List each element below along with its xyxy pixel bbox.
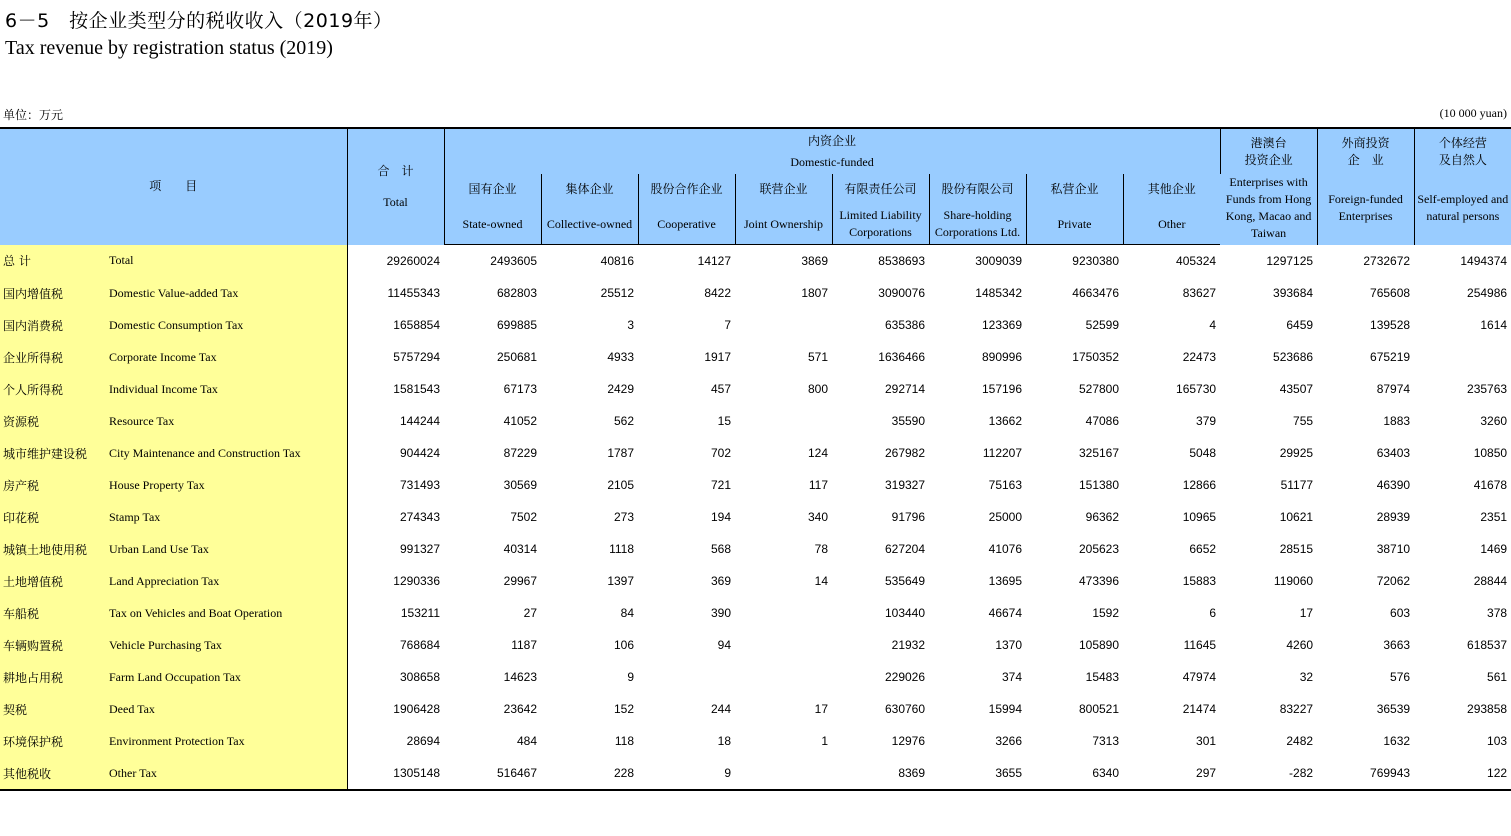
table-cell: 1917	[704, 350, 732, 364]
table-cell: 27	[523, 606, 538, 620]
table-cell: 235763	[1467, 382, 1508, 396]
table-cell: 393684	[1273, 286, 1314, 300]
table-cell: 28844	[1473, 574, 1508, 588]
table-cell: 30569	[503, 478, 538, 492]
table-cell: 627204	[884, 542, 926, 556]
row-label-cn: 车辆购置税	[0, 629, 105, 661]
table-cell: 484	[516, 734, 538, 748]
table-cell: 41678	[1473, 478, 1508, 492]
table-cell	[735, 309, 832, 341]
table-cell: 1397	[607, 574, 635, 588]
row-label-cn: 国内增值税	[0, 277, 105, 309]
table-cell: 14127	[697, 254, 732, 268]
table-cell: 1750352	[1072, 350, 1120, 364]
table-row	[0, 597, 1511, 629]
table-cell: 8369	[832, 757, 929, 790]
row-label-cn: 耕地占用税	[0, 661, 105, 693]
table-cell: 72062	[1376, 574, 1411, 588]
table-cell: 379	[1196, 414, 1217, 428]
table-cell: 3	[627, 318, 635, 332]
header-private-cn: 私营企业	[1026, 174, 1123, 204]
table-cell: 118	[614, 734, 635, 748]
table-row	[0, 341, 1511, 373]
table-cell: 38710	[1376, 542, 1411, 556]
header-self-employed: 个体经营 及自然人 Self-employed and natural persons	[1414, 128, 1511, 245]
table-cell: 6340	[1026, 757, 1123, 790]
table-cell: 15883	[1182, 574, 1217, 588]
table-row	[0, 373, 1511, 405]
table-cell: 25512	[600, 286, 635, 300]
table-cell: 15	[717, 414, 732, 428]
header-total: 合 计 Total	[347, 128, 444, 245]
table-cell: 17	[814, 702, 829, 716]
table-cell: 325167	[1078, 446, 1120, 460]
table-row	[0, 533, 1511, 565]
table-cell: 702	[710, 446, 732, 460]
table-cell: 374	[1001, 670, 1023, 684]
table-cell: 768684	[399, 638, 441, 652]
tax-revenue-table	[0, 127, 1511, 791]
table-cell: 7313	[1092, 734, 1120, 748]
table-cell: 29967	[503, 574, 538, 588]
table-cell: 10850	[1473, 446, 1508, 460]
table-cell: 205623	[1078, 542, 1120, 556]
table-cell: 11455343	[387, 286, 441, 300]
row-label-cn: 其他税收	[0, 757, 105, 790]
table-cell: 151380	[1078, 478, 1120, 492]
table-cell: 29260024	[386, 253, 441, 268]
table-cell: 561	[1487, 670, 1508, 684]
header-shareholding-en: Share-holding Corporations Ltd.	[929, 204, 1026, 245]
table-cell: 535649	[884, 574, 926, 588]
table-cell: 765608	[1370, 286, 1411, 300]
table-cell: 904424	[399, 446, 441, 460]
table-cell: 28939	[1376, 510, 1411, 524]
table-cell	[1414, 341, 1511, 373]
table-row	[0, 661, 1511, 693]
table-row	[0, 565, 1511, 597]
table-cell: 4663476	[1072, 286, 1120, 300]
table-cell: 78	[814, 542, 829, 556]
table-cell: 46674	[988, 606, 1023, 620]
header-limited-cn: 有限责任公司	[832, 174, 929, 204]
table-cell: -282	[1220, 757, 1317, 790]
row-label-en: Environment Protection Tax	[105, 725, 347, 757]
table-cell: 6459	[1286, 318, 1314, 332]
table-row	[0, 245, 1511, 278]
table-cell: 635386	[884, 318, 926, 332]
table-cell: 75163	[988, 478, 1023, 492]
table-cell: 83227	[1279, 702, 1314, 716]
table-cell: 144244	[399, 414, 441, 428]
row-label-cn: 车船税	[0, 597, 105, 629]
table-cell: 12976	[891, 734, 926, 748]
table-cell: 523686	[1273, 350, 1314, 364]
table-cell: 755	[1293, 414, 1314, 428]
table-row	[0, 469, 1511, 501]
table-cell: 457	[710, 382, 732, 396]
table-cell: 2482	[1286, 734, 1314, 748]
table-cell: 267982	[884, 446, 926, 460]
table-cell: 301	[1196, 734, 1217, 748]
table-cell: 562	[613, 414, 635, 428]
table-cell: 800521	[1078, 702, 1120, 716]
table-cell: 1469	[1480, 542, 1508, 556]
table-cell: 378	[1487, 606, 1508, 620]
row-label-en: City Maintenance and Construction Tax	[105, 437, 347, 469]
row-label-en: Domestic Value-added Tax	[105, 277, 347, 309]
table-cell: 3009039	[975, 254, 1023, 268]
table-cell: 293858	[1467, 702, 1508, 716]
header-collective-cn: 集体企业	[541, 174, 638, 204]
table-cell: 51177	[1280, 478, 1314, 492]
row-label-cn: 印花税	[0, 501, 105, 533]
header-cooperative-en: Cooperative	[638, 204, 735, 245]
table-cell: 6	[1209, 606, 1217, 620]
table-cell: 46390	[1376, 478, 1411, 492]
table-cell: 1297125	[1266, 253, 1314, 268]
row-label-en: Deed Tax	[105, 693, 347, 725]
table-cell: 10621	[1279, 510, 1314, 524]
table-cell: 165730	[1176, 382, 1217, 396]
table-cell	[638, 661, 735, 693]
table-cell: 1883	[1383, 414, 1411, 428]
table-row	[0, 501, 1511, 533]
header-other-cn: 其他企业	[1123, 174, 1220, 204]
table-cell: 1807	[801, 286, 829, 300]
row-label-cn: 企业所得税	[0, 341, 105, 373]
table-cell: 731493	[399, 478, 441, 492]
row-label-cn: 总 计	[0, 245, 105, 278]
table-cell: 25000	[988, 510, 1023, 524]
table-cell: 32	[1299, 670, 1314, 684]
table-cell: 117	[808, 478, 829, 492]
table-cell: 7502	[510, 510, 538, 524]
table-cell: 43507	[1279, 382, 1314, 396]
table-cell: 28694	[406, 734, 441, 748]
table-cell: 800	[807, 382, 829, 396]
table-cell: 254986	[1467, 286, 1508, 300]
table-cell: 40314	[503, 542, 538, 556]
table-cell: 3260	[1480, 414, 1508, 428]
row-label-cn: 城镇土地使用税	[0, 533, 105, 565]
table-cell: 22473	[1182, 350, 1217, 364]
table-cell: 1658854	[393, 318, 441, 332]
row-label-en: Resource Tax	[105, 405, 347, 437]
unit-label-en: (10 000 yuan)	[1439, 106, 1507, 120]
table-cell: 1636466	[878, 350, 926, 364]
table-cell: 308658	[399, 670, 441, 684]
table-cell: 576	[1390, 670, 1411, 684]
row-label-en: Domestic Consumption Tax	[105, 309, 347, 341]
table-cell: 319327	[884, 478, 926, 492]
row-label-en: Other Tax	[105, 757, 347, 790]
row-label-en: House Property Tax	[105, 469, 347, 501]
table-cell: 123369	[981, 318, 1023, 332]
table-cell: 21474	[1182, 702, 1217, 716]
header-domestic-funded: 内资企业 Domestic-funded	[444, 128, 1220, 174]
table-cell: 1	[821, 734, 829, 748]
table-row	[0, 629, 1511, 661]
table-cell: 47086	[1085, 414, 1120, 428]
table-cell: 473396	[1078, 574, 1120, 588]
row-label-cn: 土地增值税	[0, 565, 105, 597]
table-cell: 18	[717, 734, 732, 748]
table-cell: 67173	[503, 382, 538, 396]
table-cell: 11645	[1183, 638, 1217, 652]
header-private-en: Private	[1026, 204, 1123, 245]
table-cell: 3869	[801, 254, 829, 268]
row-label-en: Urban Land Use Tax	[105, 533, 347, 565]
row-label-cn: 资源税	[0, 405, 105, 437]
table-row	[0, 437, 1511, 469]
table-cell: 8538693	[878, 254, 926, 268]
table-cell: 274343	[399, 510, 441, 524]
table-cell: 17	[1299, 606, 1314, 620]
table-cell: 991327	[399, 542, 441, 556]
table-cell: 340	[807, 510, 829, 524]
table-cell: 87229	[503, 446, 538, 460]
header-joint-en: Joint Ownership	[735, 204, 832, 245]
table-cell: 9	[627, 670, 635, 684]
table-title-cn: 6－5 按企业类型分的税收收入（2019年）	[5, 10, 393, 32]
table-cell: 2105	[607, 478, 635, 492]
row-label-cn: 环境保护税	[0, 725, 105, 757]
table-cell: 28515	[1279, 542, 1314, 556]
table-cell: 87974	[1376, 382, 1411, 396]
row-label-en: Stamp Tax	[105, 501, 347, 533]
table-cell: 571	[807, 350, 829, 364]
table-cell: 14623	[503, 670, 538, 684]
header-shareholding-cn: 股份有限公司	[929, 174, 1026, 204]
row-label-en: Land Appreciation Tax	[105, 565, 347, 597]
table-cell: 96362	[1085, 510, 1120, 524]
table-cell: 5757294	[393, 350, 441, 364]
table-cell: 721	[710, 478, 732, 492]
header-joint-cn: 联营企业	[735, 174, 832, 204]
table-cell: 675219	[1370, 350, 1411, 364]
table-cell: 14	[814, 574, 829, 588]
table-cell: 4933	[607, 350, 635, 364]
row-label-cn: 国内消费税	[0, 309, 105, 341]
table-cell: 682803	[496, 286, 538, 300]
table-cell: 36539	[1376, 702, 1411, 716]
table-cell: 10965	[1182, 510, 1217, 524]
table-cell: 9230380	[1072, 254, 1120, 268]
table-cell: 103440	[884, 606, 926, 620]
table-cell: 15483	[1085, 670, 1120, 684]
row-label-en: Farm Land Occupation Tax	[105, 661, 347, 693]
table-cell: 63403	[1376, 446, 1411, 460]
header-cooperative-cn: 股份合作企业	[638, 174, 735, 204]
table-row	[0, 405, 1511, 437]
table-cell: 630760	[884, 702, 926, 716]
table-row	[0, 725, 1511, 757]
row-label-cn: 个人所得税	[0, 373, 105, 405]
table-cell: 516467	[444, 757, 541, 790]
table-cell: 47974	[1182, 670, 1217, 684]
table-cell: 229026	[884, 670, 926, 684]
table-cell: 21932	[891, 638, 926, 652]
table-cell: 2429	[607, 382, 635, 396]
table-cell: 527800	[1078, 382, 1120, 396]
table-cell: 273	[613, 510, 635, 524]
table-cell: 4260	[1286, 638, 1314, 652]
table-cell: 106	[613, 638, 635, 652]
table-cell	[735, 661, 832, 693]
table-cell	[735, 757, 832, 790]
table-cell: 603	[1390, 606, 1411, 620]
table-cell: 1581543	[393, 382, 441, 396]
table-cell: 152	[613, 702, 635, 716]
table-cell: 6652	[1189, 542, 1217, 556]
table-cell: 2351	[1480, 510, 1508, 524]
table-cell: 94	[717, 638, 732, 652]
table-cell: 124	[807, 446, 829, 460]
table-cell: 194	[710, 510, 732, 524]
table-cell: 112207	[982, 446, 1023, 460]
header-limited-en: Limited Liability Corporations	[832, 204, 929, 245]
table-cell: 1592	[1092, 606, 1120, 620]
table-cell: 157196	[981, 382, 1023, 396]
header-state-owned-en: State-owned	[444, 204, 541, 245]
table-cell: 1290336	[393, 574, 441, 588]
table-cell: 9	[638, 757, 735, 790]
table-cell: 1370	[995, 638, 1023, 652]
table-cell: 13695	[988, 574, 1023, 588]
table-cell: 7	[724, 318, 732, 332]
table-cell: 618537	[1467, 638, 1508, 652]
header-item: 项 目	[0, 128, 347, 245]
table-cell: 2493605	[490, 254, 538, 268]
table-cell: 8422	[704, 286, 732, 300]
table-cell: 228	[541, 757, 638, 790]
table-cell: 52599	[1085, 318, 1120, 332]
table-cell: 84	[620, 606, 635, 620]
table-cell: 29925	[1279, 446, 1314, 460]
table-cell: 568	[710, 542, 732, 556]
table-cell	[735, 597, 832, 629]
table-cell: 153211	[400, 606, 441, 620]
table-cell: 1614	[1480, 318, 1508, 332]
row-label-en: Corporate Income Tax	[105, 341, 347, 373]
table-cell: 5048	[1189, 446, 1217, 460]
table-cell: 83627	[1182, 286, 1217, 300]
header-other-en: Other	[1123, 204, 1220, 245]
table-cell: 769943	[1317, 757, 1414, 790]
table-title-en: Tax revenue by registration status (2019)	[5, 37, 333, 59]
table-cell: 103	[1487, 734, 1508, 748]
row-label-cn: 房产税	[0, 469, 105, 501]
table-cell	[735, 405, 832, 437]
table-cell: 4	[1209, 318, 1217, 332]
header-collective-en: Collective-owned	[541, 204, 638, 245]
row-label-en: Total	[105, 245, 347, 278]
table-cell: 390	[710, 606, 732, 620]
table-cell: 3655	[929, 757, 1026, 790]
table-cell: 1494374	[1460, 253, 1508, 268]
table-cell: 13662	[988, 414, 1023, 428]
table-cell: 35590	[891, 414, 926, 428]
table-cell: 292714	[884, 382, 926, 396]
table-cell: 369	[710, 574, 732, 588]
table-cell: 41076	[988, 542, 1023, 556]
table-row	[0, 757, 1511, 790]
row-label-en: Tax on Vehicles and Boat Operation	[105, 597, 347, 629]
table-cell: 699885	[496, 318, 538, 332]
table-cell: 105890	[1078, 638, 1120, 652]
table-cell: 1787	[607, 446, 635, 460]
table-cell: 3090076	[878, 286, 926, 300]
table-cell: 1485342	[975, 286, 1023, 300]
table-cell: 2732672	[1363, 253, 1411, 268]
header-hk-macao-taiwan: 港澳台 投资企业 Enterprises with Funds from Hong Kong, Macao and Taiwan	[1220, 128, 1317, 245]
table-cell: 139528	[1370, 318, 1411, 332]
table-row	[0, 277, 1511, 309]
table-cell: 250681	[496, 350, 538, 364]
table-cell: 23642	[503, 702, 538, 716]
table-cell: 12866	[1182, 478, 1217, 492]
table-cell: 3663	[1383, 638, 1411, 652]
table-cell: 15994	[988, 702, 1023, 716]
table-cell: 405324	[1176, 254, 1217, 268]
row-label-cn: 契税	[0, 693, 105, 725]
table-cell: 297	[1123, 757, 1220, 790]
table-row	[0, 693, 1511, 725]
table-cell: 119060	[1273, 574, 1314, 588]
header-state-owned-cn: 国有企业	[444, 174, 541, 204]
table-cell: 122	[1414, 757, 1511, 790]
table-cell: 1906428	[393, 702, 441, 716]
table-cell: 1118	[609, 542, 635, 556]
table-row	[0, 309, 1511, 341]
unit-label-cn: 单位：万元	[3, 108, 64, 122]
table-cell: 1305148	[347, 757, 444, 790]
table-cell: 1632	[1383, 734, 1411, 748]
row-label-en: Individual Income Tax	[105, 373, 347, 405]
table-cell: 244	[710, 702, 732, 716]
table-cell: 3266	[995, 734, 1023, 748]
table-cell	[735, 629, 832, 661]
table-cell: 890996	[981, 350, 1023, 364]
table-cell: 1187	[511, 638, 538, 652]
header-foreign-funded: 外商投资 企 业 Foreign-funded Enterprises	[1317, 128, 1414, 245]
table-body	[0, 245, 1511, 791]
row-label-cn: 城市维护建设税	[0, 437, 105, 469]
table-cell: 41052	[503, 414, 538, 428]
table-cell: 91796	[891, 510, 926, 524]
table-cell: 40816	[600, 254, 635, 268]
row-label-en: Vehicle Purchasing Tax	[105, 629, 347, 661]
